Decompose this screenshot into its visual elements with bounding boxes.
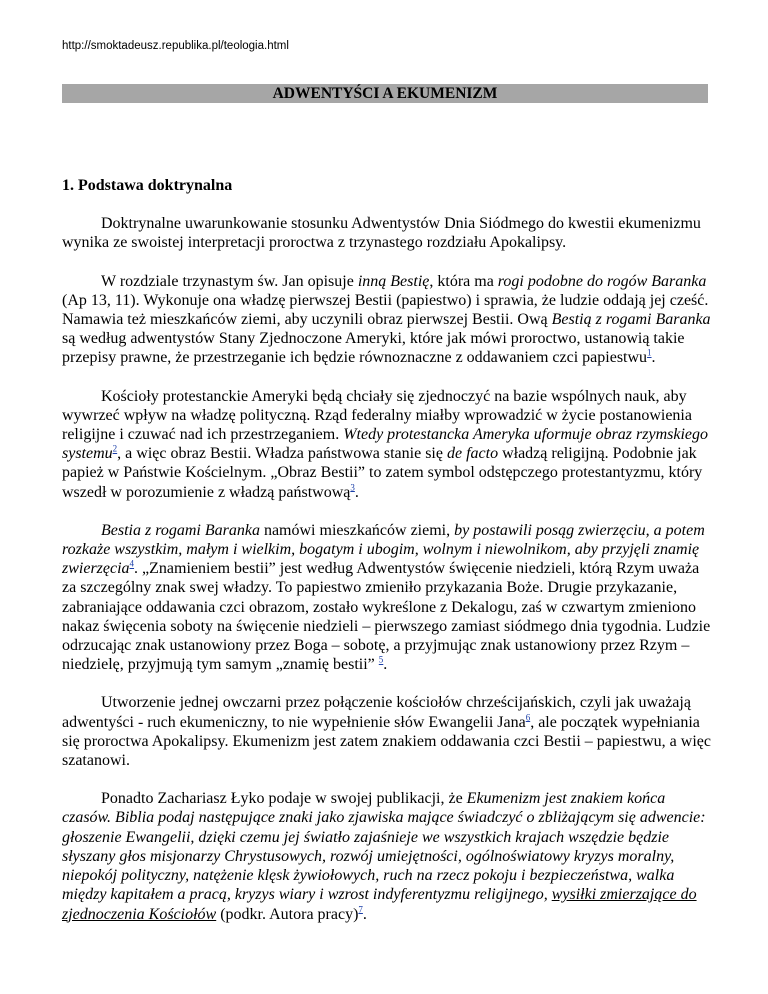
paragraph-1: Doktrynalne uwarunkowanie stosunku Adwentystów Dnia Siódmego do kwestii ekumenizmu wynika ze swoistej interpretacji proroctwa z trzynastego rozdziału Apokalipsy.	[62, 215, 701, 252]
footnote-link-6[interactable]: 6	[525, 712, 531, 723]
paragraph-2: W rozdziale trzynastym św. Jan opisuje inną Bestię, która ma rogi podobne do rogów Baranka (Ap 13, 11). Wykonuje ona władzę pierwszej Bestii (papiestwo) i sprawia, że ludzie oddają jej cześć. Namawia też mieszkańców ziemi, aby uczynili obraz pierwszej Bestii. Ową Bestią z rogami Baranka są według adwentystów Stany Zjednoczone Ameryki, które jak mówi proroctwo, ustanowią takie przepisy prawne, że przestrzeganie ich będzie równoznaczne z oddawaniem czci papiestwu$^1$.	[62, 272, 711, 367]
italic-quote: by postawili posąg zwierzęciu, a potem rozkaże wszystkim, małym i wielkim, bogatym i ubogim, wolnym i niewolnikom, aby przyjęli znamię zwierzęcia	[62, 521, 705, 578]
footnote-link-5[interactable]: 5	[378, 654, 384, 665]
italic-quote: inną Bestię	[357, 272, 430, 290]
document-title: ADWENTYŚCI A EKUMENIZM	[272, 85, 498, 102]
footnote-link-2[interactable]: 2	[112, 443, 118, 454]
italic-quote: Bestia z rogami Baranka	[101, 521, 260, 539]
document-title-bar	[62, 84, 708, 103]
italic-quote: Ekumenizm jest znakiem końca czasów. Biblia podaj następujące znaki jako zjawiska mające świadczyć o zbliżającym się adwencie: głoszenie Ewangelii, dzięki czemu jej światło zajaśnieje we wszystkich krajach wszędzie będzie słyszany głos misjonarzy Chrystusowych, rozwój umiejętności, ogólnoświatowy kryzys moralny, niepokój polityczny, natężenie klęsk żywiołowych, ruch na rzecz pokoju i bezpieczeństwa, walka między kapitałem a pracą, kryzys wiary i wzrost indyferentyzmu religijnego,	[62, 790, 706, 904]
paragraph-6: Ponadto Zachariasz Łyko podaje w swojej publikacji, że Ekumenizm jest znakiem końca czasów. Biblia podaj następujące znaki jako zjawiska mające świadczyć o zbliżającym się adwencie: głoszenie Ewangelii, dzięki czemu jej światło zajaśnieje we wszystkich krajach wszędzie będzie słyszany głos misjonarzy Chrystusowych, rozwój umiejętności, ogólnoświatowy kryzys moralny, niepokój polityczny, natężenie klęsk żywiołowych, ruch na rzecz pokoju i bezpieczeństwa, walka między kapitałem a pracą, kryzys wiary i wzrost indyferentyzmu religijnego, wysiłki zmierzające do zjednoczenia Kościołów (podkr. Autora pracy)$^7$.	[62, 790, 706, 923]
footnote-link-1[interactable]: 1	[647, 348, 652, 359]
section-heading: 1. Podstawa doktrynalna	[62, 177, 233, 194]
paragraph-4: Bestia z rogami Baranka namówi mieszkańców ziemi, by postawili posąg zwierzęciu, a potem rozkaże wszystkim, małym i wielkim, bogatym i ubogim, wolnym i niewolnikom, aby przyjęli znamię zwierzęcia$^4$. „Znamieniem bestii” jest według Adwentystów święcenie niedzieli, którą Rzym uważa za szczególny znak swej władzy. To papiestwo zmieniło przykazania Boże. Drugie przykazanie, zabraniające oddawania czci obrazom, zostało wykreślone z Dekalogu, zaś w czwartym zmieniono nakaz święcenia soboty na święcenie niedzieli – pierwszego zamiast siódmego dnia tygodnia. Ludzie odrzucając znak ustanowiony przez Boga – sobotę, a przyjmując znak ustanowiony przez Rzym – niedzielę, przyjmują tym samym „znamię bestii” $^5$.	[62, 521, 711, 674]
italic-quote: Bestią z rogami Baranka	[551, 311, 711, 329]
italic-quote: rogi podobne do rogów Baranka	[497, 272, 707, 290]
source-url[interactable]: http://smoktadeusz.republika.pl/teologia.html	[62, 40, 289, 52]
footnote-link-4[interactable]: 4	[129, 558, 135, 569]
underlined-italic-quote: wysiłki zmierzające do zjednoczenia Kościołów	[62, 886, 697, 923]
italic-term: de facto	[446, 445, 499, 463]
italic-quote: Wtedy protestancka Ameryka uformuje obraz rzymskiego systemu	[62, 426, 709, 463]
paragraph-3: Kościoły protestanckie Ameryki będą chciały się zjednoczyć na bazie wspólnych nauk, aby wywrzeć wpływ na władzę polityczną. Rząd federalny miałby wprowadzić w życie postanowienia religijne i czuwać nad ich przestrzeganiem. Wtedy protestancka Ameryka uformuje obraz rzymskiego systemu$^2$, a więc obraz Bestii. Władza państwowa stanie się de facto władzą religijną. Podobnie jak papież w Państwie Kościelnym. „Obraz Bestii” to zatem symbol odstępczego protestantyzmu, który wszedł w porozumienie z władzą państwową$^3$.	[62, 387, 709, 501]
footnote-link-7[interactable]: 7	[358, 904, 363, 915]
footnote-link-3[interactable]: 3	[350, 482, 355, 493]
paragraph-5: Utworzenie jednej owczarni przez połączenie kościołów chrześcijańskich, czyli jak uważają adwentyści - ruch ekumeniczny, to nie wypełnienie słów Ewangelii Jana$^6$, ale początek wypełniania się proroctwa Apokalipsy. Ekumenizm jest zatem znakiem oddawania czci Bestii – papiestwu, a więc szatanowi.	[62, 694, 711, 770]
document-body	[62, 176, 712, 943]
